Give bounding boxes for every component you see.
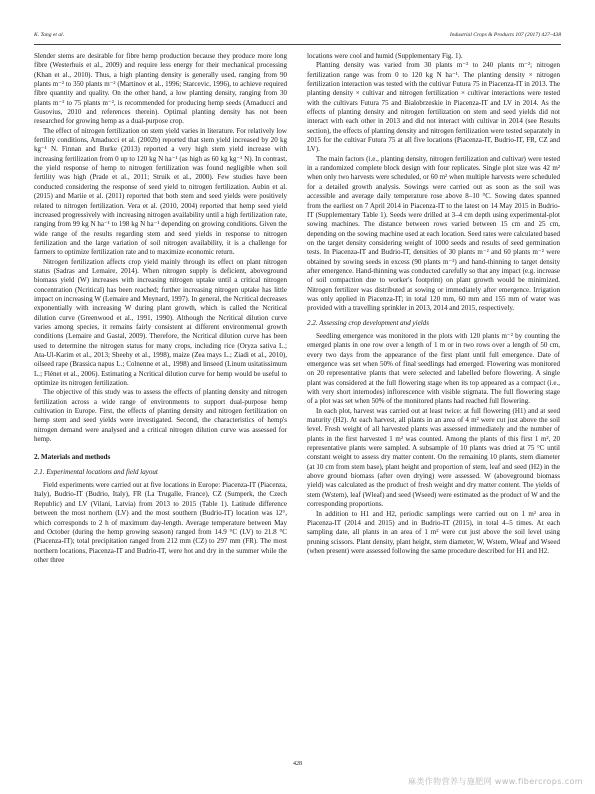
header-authors: K. Tang et al. [34,32,65,38]
subsection-heading: 2.2. Assessing crop development and yields [307,318,429,327]
header-rule [34,44,561,45]
page-number: 428 [293,761,302,767]
paragraph: In each plot, harvest was carried out at least twice: at full flowering (H1) and at seed maturity (H2). At each harvest, all plants in an area of 4 m² were cut just above the soil level. Fresh weight of all harvested plants was assessed immediately and the number of plants in the first harvested 1 m² was counted. Among the plants of this first 1 m², 20 representative plants were sampled. A subsample of 10 plants was dried at 75 °C until constant weight to assess dry matter content. On the remaining 10 plants, stem diameter (at 10 cm from stem base), plant height and proportion of stem, leaf and seed (H2) in the above ground biomass (after oven drying) were assessed. W (aboveground biomass yield) was calculated as the product of fresh weight and dry matter content. The yields of stem (Wstem), leaf (Wleaf) and seed (Wseed) were estimated as the product of W and the corresponding proportions. [307,406,560,509]
section-heading: 2. Materials and methods [34,453,111,462]
paragraph: Field experiments were carried out at five locations in Europe: Piacenza-IT (Piacenza, Italy), Budrio-IT (Budrio, Italy), FR (La Trugalle, France), CZ (Sumperk, the Czech Republic) and LV (Vilani, Latvia) from 2013 to 2015 (Table 1). Latitude difference between the most northern (LV) and the most southern (Budrio-IT) location was 12°, which corresponds to 2 h of maximum day-length. Average temperature between May and October (during the hemp growing season) ranged from 14.9 °C (LV) to 21.8 °C (Piacenza-IT); total precipitation ranged from 212 mm (CZ) to 297 mm (FR). The most northern locations, Piacenza-IT and Budrio-IT, were hot and dry in the summer while the other three [34,481,287,564]
paragraph: The main factors (i.e., planting density, nitrogen fertilization and cultivar) were tested in a randomized complete block design with four replicates. Single plot size was 42 m² when only two harvests were scheduled, or 60 m² when multiple harvests were scheduled for a detailed growth analysis. Sowings were carried out as soon as the soil was accessible and average daily temperature rose above 8–10 °C. Sowing dates spanned from the earliest on 7 April 2014 in Piacenza-IT to the latest on 14 May 2015 in Budrio-IT (Supplementary Table 1). Seeds were drilled at 3–4 cm depth using experimental-plot sowing machines. The distance between rows varied between 15 cm and 25 cm, depending on the sowing machine used at each location. Seed rates were calculated based on the target density considering weight of 1000 seeds and results of seed germination tests. In Piacenza-IT and Budrio-IT, densities of 30 plants m⁻² and 60 plants m⁻² were obtained by sowing seeds in excess (90 plants m⁻²) and hand-thinning to target density after emergence. Hand-thinning was conducted carefully so that any impact (e.g. increase of soil compaction due to worker's footprint) on plant growth would be minimized. Nitrogen fertilizer was distributed at sowing or immediately after emergence. Irrigation was only applied in Piacenza-IT; in total 120 mm, 60 mm and 155 mm of water was provided with a travelling sprinkler in 2013, 2014 and 2015, respectively. [307,154,560,313]
subsection-heading: 2.1. Experimental locations and field layout [34,467,158,476]
paragraph: The objective of this study was to assess the effects of planting density and nitrogen fertilization across a wide range of environments to support dual-purpose hemp cultivation in Europe. First, the effects of planting density and nitrogen fertilization on hemp stem and seed yields were investigated. Second, the characteristics of hemp's nitrogen demand were analysed and a critical nitrogen dilution curve was assessed for hemp. [34,388,287,444]
paragraph: Seedling emergence was monitored in the plots with 120 plants m⁻² by counting the emerged plants in one row over a length of 1 m or in two rows over a length of 50 cm, every two days from the appearance of the first plant until full emergence. Date of emergence was set when 50% of final seedlings had emerged. Flowering was monitored on 20 representative plants that were selected and labelled before flowering. A single plant was considered at the full flowering stage when its top appeared as a compact (i.e., with very short internodes) inflorescence with visible stigmata. The full flowering stage of a plot was set when 50% of the monitored plants had reached full flowering. [307,331,560,406]
running-header [34,32,561,43]
paragraph: Nitrogen fertilization affects crop yield mainly through its effect on plant nitrogen status (Sadras and Lemaire, 2014). When nitrogen supply is deficient, aboveground biomass yield (W) increases with increasing nitrogen uptake until a critical nitrogen concentration (Ncritical) has been reached; further increasing nitrogen uptake has little impact on increasing W (Lemaire and Meynard, 1997). In general, the Ncritical decreases exponentially with increasing W during plant growth, which is called the Ncritical dilution curve (Greenwood et al., 1991, 1990). Although the Ncritical dilution curve varies among species, it remains fairly consistent at different environmental growth conditions (Lemaire and Gastal, 2009). Therefore, the Ncritical dilution curve has been used to determine the nitrogen status for many crops, including rice (Oryza sativa L.; Ata-Ul-Karim et al., 2013; Sheehy et al., 1998), maize (Zea mays L.; Ziadi et al., 2010), oilseed rape (Brassica napus L.; Colnenne et al., 1998) and linseed (Linum usitatissimum L.; Flénet et al., 2006). Estimating a Ncritical dilution curve for hemp would be useful to optimize its nitrogen fertilization. [34,257,287,388]
right-column [307,52,560,556]
left-column [34,52,287,565]
paragraph: locations were cool and humid (Supplementary Fig. 1). [307,52,463,60]
paragraph: The effect of nitrogen fertilization on stem yield varies in literature. For relatively low fertility conditions, Amaducci et al. (2002b) reported that stem yield increased by 20 kg kg⁻¹ N. Finnan and Burke (2013) reported a very high stem yield increase with increasing fertilization from 0 up to 120 kg N ha⁻¹ (as high as 60 kg kg⁻¹ N). In contrast, the yield response of hemp to nitrogen fertilization was found negligible when soil fertility was high (Prade et al., 2011; Struik et al., 2000). Few studies have been conducted considering the response of seed yield to nitrogen fertilization. Aubin et al. (2015) and Mariie et al. (2011) reported that both stem and seed yields were positively related to nitrogen fertilization. Vera et al. (2010, 2004) reported that hemp seed yield increased progressively with increasing nitrogen availability until a high fertilization rate, ranging from 99 kg N ha⁻¹ to 198 kg N ha⁻¹ depending on growing conditions. Given the wide range of the results regarding stem and seed yields in response to nitrogen fertilization and the large variation of soil nitrogen availability, it is a challenge for farmers to optimize fertilization rate and to maximize economic return. [34,126,287,257]
paragraph: Slender stems are desirable for fibre hemp production because they produce more long fibre (Westerhuis et al., 2009) and require less energy for their mechanical processing (Khan et al., 2010). Thus, a high planting density is generally used, ranging from 90 plants m⁻² to 350 plants m⁻² (Martinov et al., 1996; Starcevic, 1996), to achieve required fibre quantity and quality. On the other hand, a low planting density, ranging from 30 plants m⁻² to 75 plants m⁻², is recommended for producing hemp seeds (Amaducci and Gusovius, 2010 and references therein). Optimal planting density has not been researched for growing hemp as a dual-purpose crop. [34,52,287,126]
watermark: 麻类作物营养与施肥网 www.fibercrops.com [407,777,583,786]
paragraph: In addition to H1 and H2, periodic samplings were carried out on 1 m² area in Piacenza-IT (2014 and 2015) and in Budrio-IT (2015), in total 4–5 times. At each sampling date, all plants in an area of 1 m² were cut just above the soil level using pruning scissors. Plant density, plant height, stem diameter, W, Wstem, Wleaf and Wseed (when present) were assessed following the same procedure described for H1 and H2. [307,509,560,555]
header-journal: Industrial Crops & Products 107 (2017) 427–438 [449,32,561,38]
paragraph: Planting density was varied from 30 plants m⁻² to 240 plants m⁻²; nitrogen fertilization range was from 0 to 120 kg N ha⁻¹. The planting density × nitrogen fertilization interaction was tested with the cultivar Futura 75 in Piacenza-IT in 2013. The planting density × cultivar and nitrogen fertilization × cultivar interactions were tested with the cultivars Futura 75 and Bialobrzeskie in Piacenza-IT and LV in 2014. As the effects of planting density and nitrogen fertilization on stem and seed yields did not interact with each other in 2013 and did not interact with cultivar in 2014 (see Results section), the effects of planting density and nitrogen fertilization were tested separately in 2015 for the cultivar Futura 75 at all five locations (Piacenza-IT, Budrio-IT, FR, CZ and LV). [307,61,560,154]
